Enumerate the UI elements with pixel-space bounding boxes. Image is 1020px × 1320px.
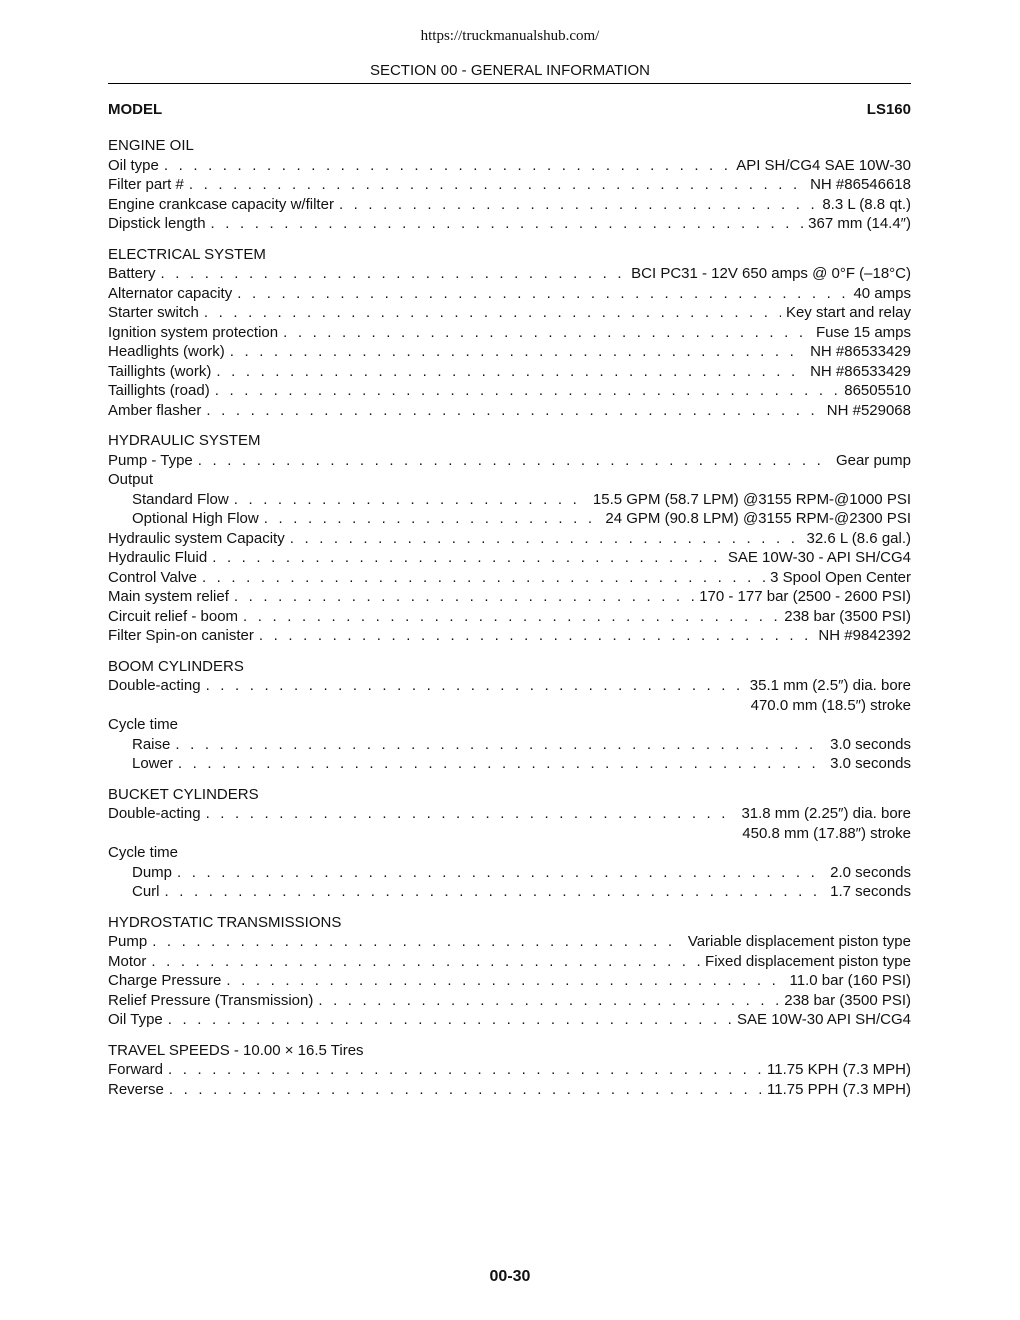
spec-label: Circuit relief - boom [108, 607, 239, 625]
spec-label: Battery [108, 265, 156, 282]
spec-value: 32.6 L (8.6 gal.) [806, 529, 911, 547]
spec-label: Dipstick length [108, 215, 206, 232]
spec-label: Main system relief [108, 588, 229, 605]
model-header [108, 101, 911, 118]
spec-value: 11.0 bar (160 PSI) [789, 972, 911, 989]
spec-label: Pump [108, 933, 148, 950]
header-rule [108, 83, 911, 84]
dot-leader [215, 381, 840, 401]
spec-label: Dump [132, 863, 173, 881]
spec-label: Engine crankcase capacity w/filter [108, 195, 334, 213]
spec-label: Hydraulic Fluid [108, 549, 208, 566]
spec-value: 238 bar (3500 PSI) [784, 607, 911, 625]
spec-row [108, 303, 911, 323]
spec-value-continued: 450.8 mm (17.88″) stroke [742, 824, 911, 842]
spec-value: NH #86533429 [810, 343, 911, 360]
spec-content [108, 136, 911, 1110]
spec-value: NH #529068 [826, 401, 911, 419]
spec-label: Headlights (work) [108, 343, 225, 360]
spec-value: NH #86533429 [810, 362, 911, 380]
spec-value: 3 Spool Open Center [770, 568, 911, 586]
spec-value: Key start and relay [785, 304, 911, 321]
dot-leader [152, 932, 683, 952]
spec-label: Amber flasher [108, 401, 202, 419]
spec-value: Gear pump [835, 451, 911, 469]
group-title: BUCKET CYLINDERS [108, 785, 259, 803]
dot-leader [259, 626, 814, 646]
spec-label: Oil Type [108, 1011, 163, 1028]
dot-leader [204, 303, 781, 323]
spec-value: BCI PC31 - 12V 650 amps @ 0°F (–18°C) [631, 265, 911, 282]
spec-label: Oil type [108, 156, 159, 174]
dot-leader [168, 1060, 762, 1080]
dot-leader [161, 264, 627, 284]
sub-heading: Cycle time [108, 844, 179, 861]
spec-label: Optional High Flow [132, 510, 259, 527]
spec-row [108, 401, 911, 421]
dot-leader [177, 863, 825, 883]
spec-row [108, 804, 911, 824]
spec-label: Charge Pressure [108, 972, 222, 989]
spec-row [108, 323, 911, 343]
spec-label: Forward [108, 1061, 164, 1078]
dot-leader [318, 991, 779, 1011]
spec-label: Alternator capacity [108, 284, 233, 302]
spec-label: Raise [132, 735, 171, 753]
dot-leader [189, 175, 805, 195]
spec-group [108, 431, 911, 646]
group-title: HYDROSTATIC TRANSMISSIONS [108, 913, 342, 931]
spec-group [108, 1041, 911, 1100]
spec-label: Filter Spin-on canister [108, 627, 254, 644]
spec-value: 15.5 GPM (58.7 LPM) @3155 RPM-@1000 PSI [592, 490, 911, 508]
group-title: ELECTRICAL SYSTEM [108, 245, 266, 263]
spec-label: Relief Pressure (Transmission) [108, 991, 314, 1009]
dot-leader [169, 1080, 762, 1100]
dot-leader [151, 952, 700, 972]
section-title: SECTION 00 - GENERAL INFORMATION [369, 62, 651, 79]
spec-row [108, 676, 911, 696]
spec-value: 3.0 seconds [830, 755, 911, 772]
spec-value: 40 amps [853, 284, 911, 302]
dot-leader [339, 195, 817, 215]
spec-value: 238 bar (3500 PSI) [784, 991, 911, 1009]
dot-leader [234, 587, 694, 607]
dot-leader [212, 548, 723, 568]
spec-value: 1.7 seconds [830, 883, 911, 900]
spec-row [108, 264, 911, 284]
spec-value: 2.0 seconds [830, 863, 911, 881]
spec-row [108, 451, 911, 471]
spec-label: Lower [132, 755, 173, 772]
spec-row [108, 1080, 911, 1100]
spec-row [108, 548, 911, 568]
source-url: https://truckmanualshub.com/ [420, 28, 600, 44]
spec-value: 86505510 [844, 382, 911, 399]
spec-group [108, 136, 911, 234]
spec-row [108, 882, 911, 902]
spec-row [108, 587, 911, 607]
spec-label: Control Valve [108, 568, 197, 586]
spec-value: Variable displacement piston type [687, 933, 911, 950]
spec-row [108, 529, 911, 549]
spec-row [108, 1010, 911, 1030]
dot-leader [211, 214, 804, 234]
spec-row [108, 490, 911, 510]
dot-leader [264, 509, 601, 529]
dot-leader [206, 676, 745, 696]
spec-group [108, 785, 911, 902]
spec-label: Double-acting [108, 805, 201, 822]
spec-group [108, 657, 911, 774]
spec-row [108, 1060, 911, 1080]
spec-value: 170 - 177 bar (2500 - 2600 PSI) [699, 588, 911, 605]
dot-leader [216, 362, 805, 382]
spec-value: NH #86546618 [810, 176, 911, 193]
spec-row [108, 932, 911, 952]
spec-value: API SH/CG4 SAE 10W-30 [736, 156, 911, 174]
spec-value: NH #9842392 [818, 627, 911, 644]
dot-leader [234, 490, 588, 510]
spec-value: 31.8 mm (2.25″) dia. bore [741, 805, 911, 822]
dot-leader [283, 323, 811, 343]
spec-label: Hydraulic system Capacity [108, 529, 285, 547]
dot-leader [178, 754, 825, 774]
spec-value: Fuse 15 amps [815, 323, 911, 341]
page-number: 00-30 [489, 1268, 531, 1285]
spec-value: Fixed displacement piston type [705, 952, 911, 970]
spec-row [108, 735, 911, 755]
spec-value: 3.0 seconds [830, 735, 911, 753]
spec-row [108, 214, 911, 234]
spec-value: 11.75 KPH (7.3 MPH) [767, 1061, 911, 1078]
model-label: MODEL [108, 101, 163, 118]
spec-row [108, 195, 911, 215]
dot-leader [230, 342, 805, 362]
sub-heading: Cycle time [108, 716, 179, 733]
spec-value: 367 mm (14.4″) [808, 215, 911, 232]
spec-label: Pump - Type [108, 451, 193, 469]
spec-value: SAE 10W-30 API SH/CG4 [737, 1011, 911, 1028]
spec-group [108, 245, 911, 421]
group-title: HYDRAULIC SYSTEM [108, 432, 261, 449]
spec-row [108, 381, 911, 401]
spec-row [108, 156, 911, 176]
dot-leader [175, 735, 825, 755]
dot-leader [198, 451, 831, 471]
spec-row [108, 509, 911, 529]
dot-leader [168, 1010, 732, 1030]
dot-leader [206, 804, 737, 824]
spec-group [108, 913, 911, 1030]
spec-row [108, 863, 911, 883]
spec-row [108, 607, 911, 627]
spec-value: 35.1 mm (2.5″) dia. bore [749, 677, 911, 694]
spec-row [108, 991, 911, 1011]
spec-value: 8.3 L (8.8 qt.) [822, 195, 911, 213]
spec-label: Filter part # [108, 176, 184, 193]
spec-row [108, 568, 911, 588]
spec-label: Taillights (road) [108, 382, 210, 399]
dot-leader [165, 882, 826, 902]
spec-label: Reverse [108, 1080, 164, 1098]
dot-leader [202, 568, 765, 588]
spec-value-continued: 470.0 mm (18.5″) stroke [750, 696, 911, 714]
sub-heading: Output [108, 471, 154, 488]
spec-value: SAE 10W-30 - API SH/CG4 [727, 549, 911, 566]
spec-row [108, 971, 911, 991]
dot-leader [226, 971, 784, 991]
spec-value: 24 GPM (90.8 LPM) @3155 RPM-@2300 PSI [605, 510, 911, 527]
spec-row [108, 754, 911, 774]
group-title: TRAVEL SPEEDS - 10.00 × 16.5 Tires [108, 1041, 364, 1059]
spec-label: Starter switch [108, 304, 199, 321]
spec-row [108, 952, 911, 972]
spec-label: Curl [132, 883, 160, 900]
group-title: ENGINE OIL [108, 137, 194, 154]
spec-label: Double-acting [108, 677, 201, 694]
spec-row [108, 342, 911, 362]
spec-row [108, 626, 911, 646]
dot-leader [164, 156, 731, 176]
spec-value: 11.75 PPH (7.3 MPH) [767, 1080, 911, 1098]
dot-leader [237, 284, 848, 304]
dot-leader [243, 607, 779, 627]
dot-leader [290, 529, 802, 549]
spec-label: Ignition system protection [108, 323, 279, 341]
spec-label: Taillights (work) [108, 362, 212, 380]
spec-row [108, 284, 911, 304]
spec-label: Standard Flow [132, 490, 229, 508]
group-title: BOOM CYLINDERS [108, 657, 244, 675]
spec-row [108, 362, 911, 382]
dot-leader [206, 401, 821, 421]
spec-label: Motor [108, 952, 147, 970]
model-value: LS160 [866, 101, 911, 118]
spec-row [108, 175, 911, 195]
